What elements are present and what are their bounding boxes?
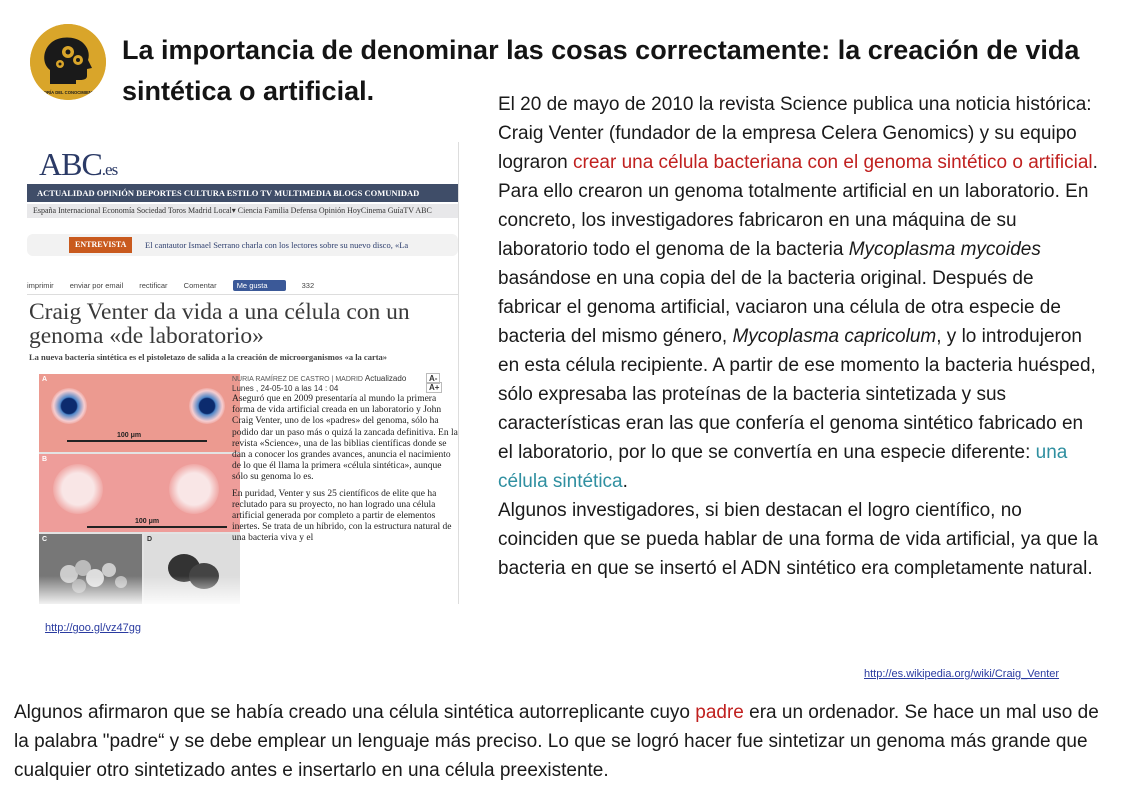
newspaper-subhead: La nueva bacteria sintética es el pistoletazo de salida a la creación de microorganismos «a la carta» <box>29 352 388 362</box>
font-size-controls <box>424 374 458 392</box>
wikipedia-link[interactable]: http://es.wikipedia.org/wiki/Craig_Venter <box>864 668 1060 680</box>
figure-panel-b: 100 μm B <box>39 454 240 532</box>
highlight-synthetic-genome: crear una célula bacteriana con el genoma sintético o artificial <box>573 152 1093 173</box>
facebook-like-badge: Me gusta <box>233 280 286 291</box>
entrevista-tag: ENTREVISTA <box>69 237 132 253</box>
page-title: La importancia de denominar las cosas correctamente: la creación de vida sintética o artificial. <box>122 35 1080 106</box>
font-larger-button: A+ <box>426 382 442 393</box>
paragraph-researchers: Algunos investigadores, si bien destacan el logro científico, no coinciden que se pueda hablar de una forma de vida artificial, ya que la bacteria en que se insertó el ADN sintético era completamente natural. <box>498 500 1098 579</box>
newspaper-header <box>27 142 458 184</box>
bacteria-figure <box>39 374 240 604</box>
entrevista-banner <box>27 234 458 256</box>
highlight-synthetic-cell: una célula sintética <box>498 442 1068 492</box>
theory-of-knowledge-head-gears-logo-icon <box>30 24 106 100</box>
article-byline: NURIA RAMÍREZ DE CASTRO | MADRID Actualizado Lunes , 24-05-10 a las 14 : 04 <box>232 374 407 393</box>
newspaper-headline: Craig Venter da vida a una célula con un genoma «de laboratorio» <box>29 299 410 349</box>
figure-panel-c: C <box>39 534 142 604</box>
newspaper-screenshot <box>27 142 459 604</box>
figure-panel-d: D <box>144 534 240 604</box>
logo <box>30 24 106 100</box>
main-text: El 20 de mayo de 2010 la revista Science publica una noticia histórica: Craig Venter (fundador de la empresa Celera Genomics) y su equipo lograron crear una célula bacteriana con el genoma sintético o artificial. Para ello crearon un genoma totalmente artificial en un laboratorio. En concreto, los investigadores fabricaron en una máquina de su laboratorio todo el genoma de la bacteria Mycoplasma mycoides basándose en una copia del de la bacteria original. Después de fabricar el genoma artificial, vaciaron una célula de otra especie de bacteria del mismo género, Mycoplasma capricolum, y lo introdujeron en esta célula recipiente. A partir de ese momento la bacteria huésped, sólo expresaba las proteínas de la bacteria sintetizada y sus características eran las que confería el genoma sintético fabricado en el laboratorio, por lo que se convertía en una especie diferente: una célula sintética. Algunos investigadores, si bien destacan el logro científico, no coinciden que se pueda hablar de una forma de vida artificial, ya que la bacteria en que se insertó el ADN sintético era completamente natural. <box>498 94 1098 579</box>
entrevista-text: El cantautor Ismael Serrano charla con los lectores sobre su nuevo disco, «La <box>145 240 409 250</box>
image-source-link[interactable]: http://goo.gl/vz47gg <box>45 622 142 634</box>
highlight-padre: padre <box>695 702 744 723</box>
font-smaller-button: A- <box>426 373 440 384</box>
newspaper-brand: ABC.es <box>39 146 118 182</box>
newspaper-main-nav: ACTUALIDAD OPINIÓN DEPORTES CULTURA ESTILO TV MULTIMEDIA BLOGS COMUNIDAD <box>27 184 458 202</box>
article-paragraph: Aseguró que en 2009 presentaría al mundo la primera forma de vida artificial creada en un laboratorio y John Craig Venter, uno de los «padres» del genoma, sólo ha podido dar un paso más o quizá la zancada definitiva. En la revista «Science», una de las biblias científicas donde se dan a conocer los grandes avances, anuncia el nacimiento de lo que él llama la primera «célula sintética», aunque sólo su genoma lo es. <box>232 394 458 483</box>
newspaper-article-body <box>232 394 458 550</box>
svg-text:TEORÍA DEL CONOCIMIENTO: TEORÍA DEL CONOCIMIENTO <box>38 90 98 95</box>
newspaper-sub-nav: España Internacional Economía Sociedad Toros Madrid Local▾ Ciencia Familia Defensa Opinión HoyCinema GuíaTV ABC <box>27 204 458 218</box>
article-tools <box>27 278 458 295</box>
print-tool: imprimir <box>27 281 54 290</box>
rectify-tool: rectificar <box>139 281 168 290</box>
email-tool: enviar por email <box>69 281 124 290</box>
facebook-like-count: 332 <box>301 281 315 290</box>
figure-panel-a: 100 μm A <box>39 374 240 452</box>
article-paragraph: En puridad, Venter y sus 25 científicos de elite que ha reclutado para su proyecto, no han logrado una célula artificial generada por completo a partir de elementos inertes. Se trata de un híbrido, con la estructura natural de una bacteria viva y el <box>232 488 452 544</box>
comment-tool: Comentar <box>183 281 217 290</box>
footer-paragraph: Algunos afirmaron que se había creado una célula sintética autorreplicante cuyo padre era un ordenador. Se hace un mal uso de la palabra "padre“ y se debe emplear un lenguaje más preciso. Lo que se logró hacer fue sintetizar un genoma más grande que cualquier otro sintetizado antes e insertarlo en una célula preexistente. <box>14 702 1099 781</box>
